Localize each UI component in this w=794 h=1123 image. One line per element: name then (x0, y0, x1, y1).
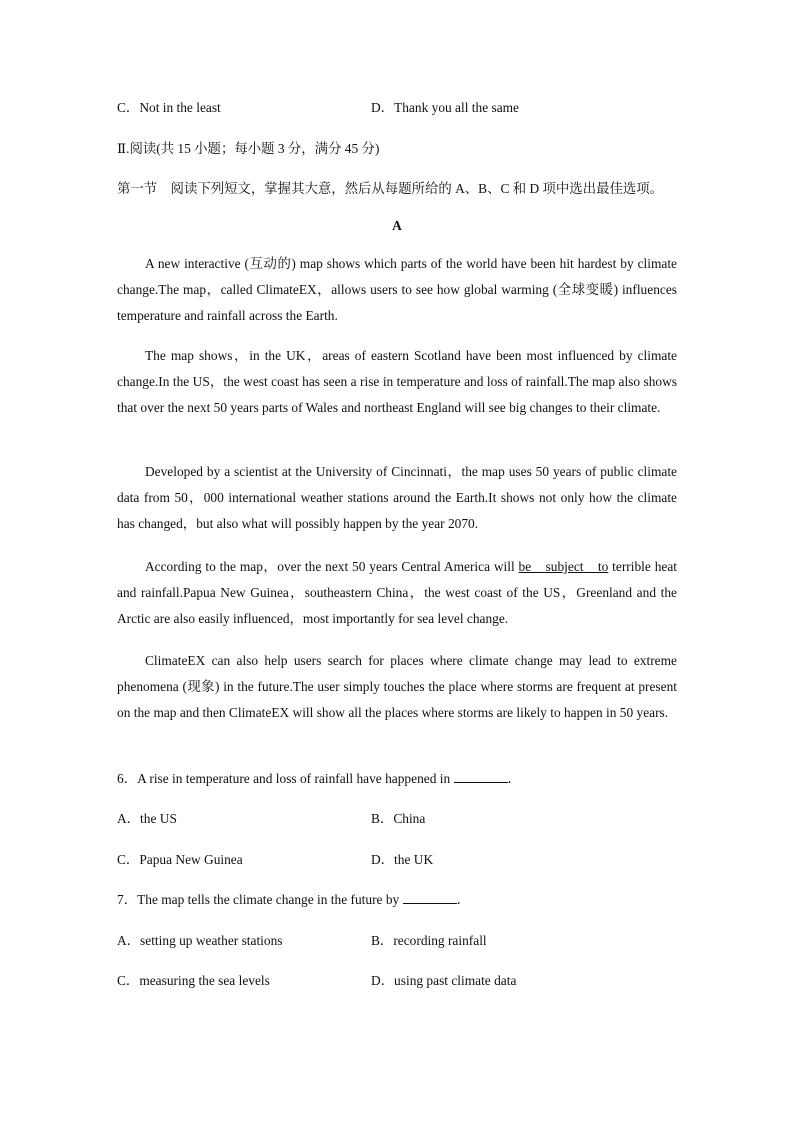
paragraph-2 (117, 343, 677, 421)
paragraph-4-text-before: According to the map，over the next 50 years Central America will (145, 559, 519, 574)
passage-label: A (392, 218, 402, 233)
q7-option-a: A．setting up weather stations (117, 933, 283, 948)
paragraph-2-text: The map shows，in the UK，areas of eastern Scotland have been most influenced by climate change.In the US，the west coast has seen a rise in temperature and loss of rainfall.The map also shows that over the next 50 years parts of Wales and northeast England will see big changes to their climate. (117, 348, 677, 415)
q7-option-b: B．recording rainfall (371, 933, 487, 948)
q7-option-c: C．measuring the sea levels (117, 973, 270, 988)
instruction: 第一节 阅读下列短文，掌握其大意，然后从每题所给的 A、B、C 和 D 项中选出最佳选项。 (117, 181, 664, 196)
section-title: Ⅱ.阅读(共 15 小题；每小题 3 分，满分 45 分) (117, 141, 380, 156)
question-7 (117, 889, 470, 908)
answer-blank (403, 902, 457, 904)
q6-option-a: A．the US (117, 811, 177, 826)
paragraph-5 (117, 648, 677, 726)
question-7-stem: 7．The map tells the climate change in the future by (117, 892, 403, 907)
paragraph-3 (117, 459, 677, 537)
underlined-phrase: be subject to (518, 559, 609, 574)
q7-option-d: D．using past climate data (371, 973, 517, 988)
option-d-prev: D．Thank you all the same (371, 100, 520, 115)
q6-option-d: D．the UK (371, 852, 434, 867)
question-6 (117, 768, 521, 787)
answer-blank (454, 781, 508, 783)
option-c-prev: C．Not in the least (117, 100, 221, 115)
q6-option-b: B．China (371, 811, 426, 826)
paragraph-5-text: ClimateEX can also help users search for places where climate change may lead to extreme phenomena (现象) in the future.The user simply touches the place where storms are frequent at present on the map and then ClimateEX will show all the places where storms are likely to happen in 50 years. (117, 653, 677, 720)
paragraph-1 (117, 251, 677, 329)
question-7-end: ． (456, 892, 470, 907)
paragraph-4 (117, 554, 677, 632)
q6-option-c: C．Papua New Guinea (117, 852, 243, 867)
question-6-stem: 6．A rise in temperature and loss of rainfall have happened in (117, 771, 454, 786)
question-6-end: ． (507, 771, 521, 786)
paragraph-1-text: A new interactive (互动的) map shows which parts of the world have been hit hardest by climate change.The map，called ClimateEX，allows users to see how global warming (全球变暖) influences temperature and rainfall across the Earth. (117, 256, 677, 323)
paragraph-3-text: Developed by a scientist at the University of Cincinnati，the map uses 50 years of public climate data from 50，000 international weather stations around the Earth.It shows not only how the climate has changed，but also what will possibly happen by the year 2070. (117, 464, 677, 531)
paragraph-4-text-after: terrible heat and rainfall.Papua New Guinea，southeastern China，the west coast of the US，Greenland and the Arctic are also easily influenced，most importantly for sea level change. (117, 559, 677, 626)
